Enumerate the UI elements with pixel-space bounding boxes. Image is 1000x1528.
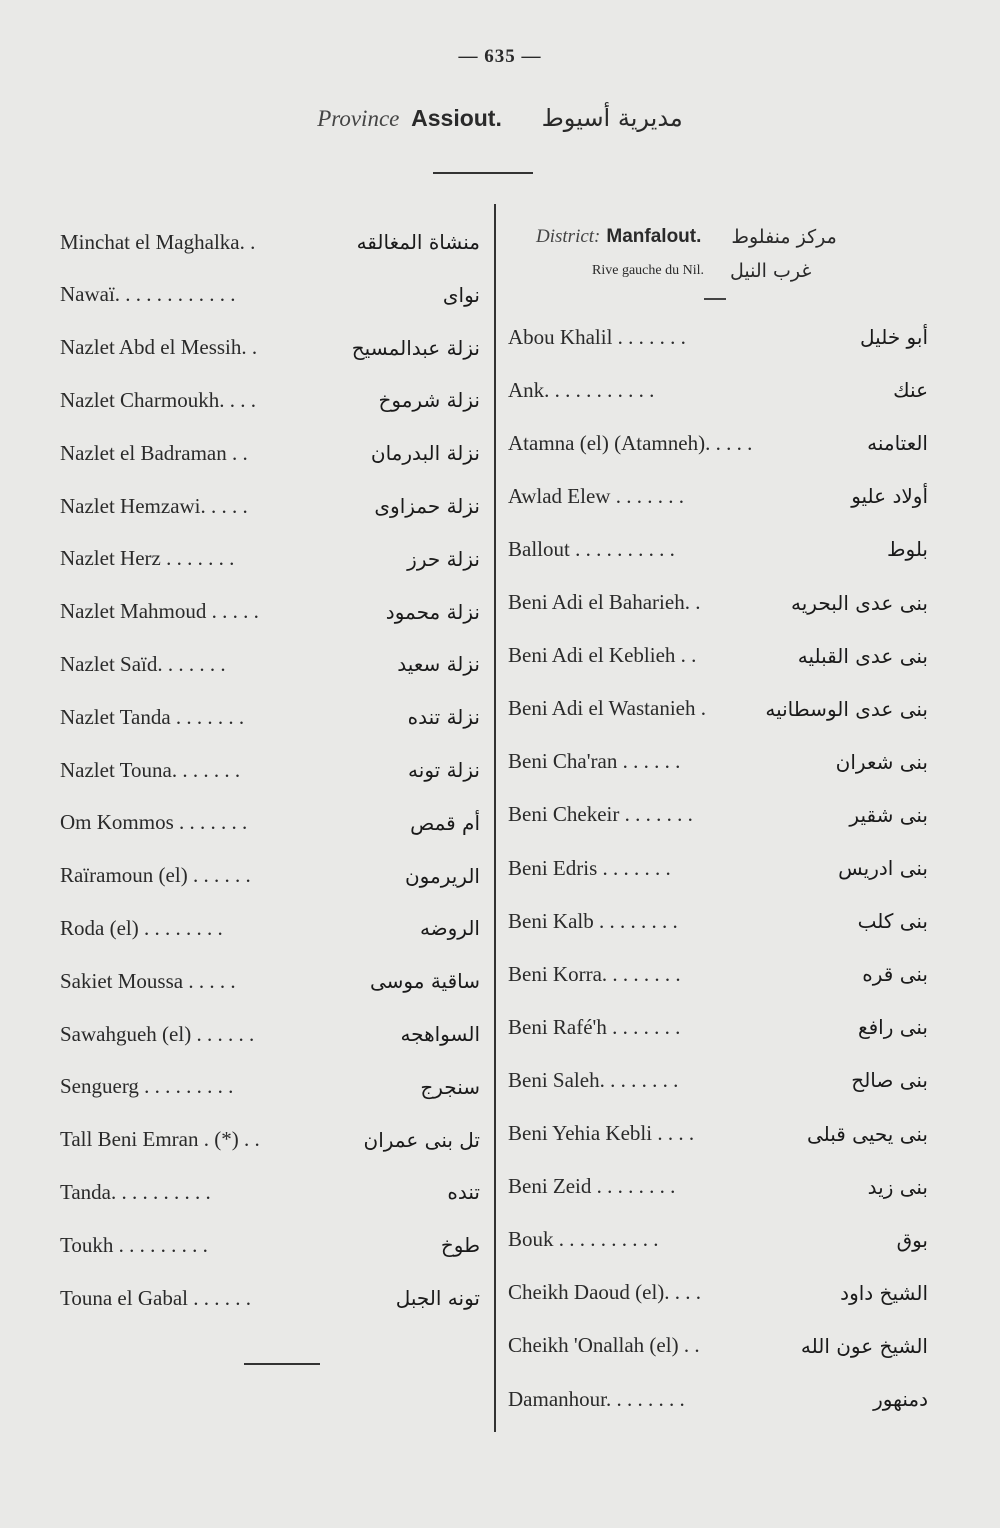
list-item xyxy=(60,961,480,1001)
list-item xyxy=(508,583,928,623)
place-name-arabic: نزلة تنده xyxy=(407,705,480,730)
place-name-arabic: سنجرج xyxy=(420,1074,480,1099)
list-item xyxy=(60,380,480,420)
place-name-latin: Nazlet Charmoukh. . . . xyxy=(60,387,256,412)
list-item xyxy=(60,592,480,632)
list-item xyxy=(60,1120,480,1160)
place-name-latin: Nazlet Abd el Messih. . xyxy=(60,335,258,360)
place-name-arabic: تنده xyxy=(447,1180,480,1205)
title-divider xyxy=(433,172,533,174)
place-name-latin: Nazlet Herz . . . . . . . xyxy=(60,546,235,571)
list-item xyxy=(508,1060,928,1100)
list-item xyxy=(60,644,480,684)
place-name-arabic: بوق xyxy=(896,1227,928,1252)
title-label: Province xyxy=(317,106,400,131)
list-item xyxy=(60,1172,480,1212)
place-name-arabic: الريرمون xyxy=(404,863,480,888)
list-item xyxy=(508,423,928,463)
list-item xyxy=(60,539,480,579)
place-name-arabic: بنى شقير xyxy=(849,802,928,827)
place-name-arabic: بنى زيد xyxy=(867,1174,928,1199)
place-name-arabic: أولاد عليو xyxy=(851,484,928,509)
place-name-latin: Roda (el) . . . . . . . . xyxy=(60,915,223,940)
page-title xyxy=(0,104,1000,132)
list-item xyxy=(60,908,480,948)
list-item xyxy=(508,1220,928,1260)
list-item xyxy=(60,856,480,896)
place-name-arabic: بنى قره xyxy=(862,962,928,987)
district-arabic: مركز منفلوط xyxy=(731,226,837,248)
list-item xyxy=(508,901,928,941)
column-divider xyxy=(494,204,496,1432)
place-name-latin: Atamna (el) (Atamneh). . . . . xyxy=(508,430,753,455)
list-item xyxy=(508,476,928,516)
place-name-arabic: بلوط xyxy=(886,537,928,562)
list-item xyxy=(60,1014,480,1054)
place-name-arabic: أبو خليل xyxy=(860,325,928,349)
place-name-latin: Bouk . . . . . . . . . . xyxy=(508,1227,659,1252)
list-item xyxy=(508,370,928,410)
place-name-arabic: نزلة البدرمان xyxy=(370,441,480,466)
place-name-arabic: الشيخ داود xyxy=(840,1280,928,1305)
district-label: District: xyxy=(536,226,601,247)
bank-arabic: غرب النيل xyxy=(729,260,812,282)
place-name-latin: Beni Rafé'h . . . . . . . xyxy=(508,1014,681,1039)
place-name-latin: Minchat el Maghalka. . xyxy=(60,229,256,254)
place-name-latin: Beni Kalb . . . . . . . . xyxy=(508,908,678,933)
place-name-arabic: طوخ xyxy=(440,1233,480,1258)
list-item xyxy=(508,848,928,888)
place-name-latin: Nazlet Hemzawi. . . . . xyxy=(60,493,248,518)
place-name-arabic: العتامنه xyxy=(867,431,928,456)
list-item xyxy=(60,750,480,790)
place-name-latin: Touna el Gabal . . . . . . xyxy=(60,1285,251,1310)
place-name-arabic: تونه الجبل xyxy=(395,1286,480,1310)
place-name-arabic: بنى شعران xyxy=(835,749,928,774)
bank-divider xyxy=(704,298,726,300)
place-name-arabic: السواهجه xyxy=(400,1022,480,1046)
place-name-arabic: نزلة عبدالمسيح xyxy=(351,335,480,360)
list-item xyxy=(508,1167,928,1207)
place-name-latin: Abou Khalil . . . . . . . xyxy=(508,324,686,349)
place-name-latin: Nazlet Mahmoud . . . . . xyxy=(60,599,259,624)
place-name-arabic: نزلة حرز xyxy=(407,546,480,571)
list-item xyxy=(508,1379,928,1419)
bank-label: Rive gauche du Nil. xyxy=(592,263,704,278)
place-name-latin: Beni Edris . . . . . . . xyxy=(508,855,671,880)
place-name-latin: Cheikh Daoud (el). . . . xyxy=(508,1280,702,1305)
page-number: — 635 — xyxy=(458,46,542,67)
place-name-latin: Toukh . . . . . . . . . xyxy=(60,1232,208,1257)
list-item xyxy=(508,636,928,676)
list-item xyxy=(508,1273,928,1313)
list-item xyxy=(60,697,480,737)
place-name-arabic: بنى عدى الوسطانيه xyxy=(765,696,928,721)
place-name-arabic: نزلة محمود xyxy=(385,599,480,624)
list-item xyxy=(60,433,480,473)
place-name-latin: Nazlet Touna. . . . . . . xyxy=(60,757,241,782)
end-divider xyxy=(244,1363,320,1365)
list-item xyxy=(508,795,928,835)
list-item xyxy=(508,1007,928,1047)
bank-heading xyxy=(592,258,912,284)
place-name-latin: Beni Yehia Kebli . . . . xyxy=(508,1121,695,1145)
list-item xyxy=(508,317,928,357)
list-item xyxy=(60,275,480,315)
place-name-latin: Damanhour. . . . . . . . xyxy=(508,1386,685,1411)
place-name-arabic: بنى كلب xyxy=(857,909,928,934)
list-item xyxy=(508,1326,928,1366)
place-name-arabic: بنى رافع xyxy=(857,1015,928,1040)
place-name-arabic: نزلة حمزاوى xyxy=(374,494,480,518)
place-name-arabic: منشاة المغالقه xyxy=(356,230,480,254)
place-name-latin: Tall Beni Emran . (*) . . xyxy=(60,1127,260,1152)
place-name-latin: Cheikh 'Onallah (el) . . xyxy=(508,1333,700,1358)
place-name-latin: Nazlet el Badraman . . xyxy=(60,440,248,465)
place-name-latin: Beni Chekeir . . . . . . . xyxy=(508,802,693,827)
place-name-arabic: نواى xyxy=(442,282,480,307)
list-item xyxy=(60,1067,480,1107)
place-name-arabic: بنى ادريس xyxy=(838,856,928,880)
list-item xyxy=(60,803,480,843)
place-name-arabic: بنى عدى القبليه xyxy=(797,643,928,668)
place-name-latin: Sakiet Moussa . . . . . xyxy=(60,968,236,993)
place-name-arabic: دمنهور xyxy=(873,1387,928,1411)
place-name-latin: Beni Zeid . . . . . . . . xyxy=(508,1174,676,1199)
district-name: Manfalout. xyxy=(606,226,702,247)
place-name-latin: Ank. . . . . . . . . . . xyxy=(508,377,655,402)
place-name-latin: Om Kommos . . . . . . . xyxy=(60,810,248,835)
place-name-latin: Beni Adi el Keblieh . . xyxy=(508,643,697,668)
place-name-arabic: نزلة شرموخ xyxy=(378,388,480,413)
place-name-latin: Beni Adi el Baharieh. . xyxy=(508,590,701,614)
place-name-latin: Beni Adi el Wastanieh . xyxy=(508,696,706,721)
place-name-latin: Beni Korra. . . . . . . . xyxy=(508,961,681,986)
place-name-latin: Beni Saleh. . . . . . . . xyxy=(508,1067,679,1092)
place-name-latin: Nawaï. . . . . . . . . . . . xyxy=(60,282,236,307)
list-item xyxy=(60,1278,480,1318)
list-item xyxy=(60,486,480,526)
place-name-latin: Tanda. . . . . . . . . . xyxy=(60,1179,211,1204)
list-item xyxy=(508,954,928,994)
place-name-arabic: عنك xyxy=(893,378,928,403)
place-name-latin: Nazlet Saïd. . . . . . . xyxy=(60,651,226,676)
list-item xyxy=(60,1225,480,1265)
place-name-arabic: أم قمص xyxy=(410,810,480,835)
list-item xyxy=(60,328,480,368)
list-item xyxy=(508,529,928,569)
title-name: Assiout. xyxy=(411,105,502,131)
title-arabic: مديرية أسيوط xyxy=(541,104,683,132)
place-name-latin: Ballout . . . . . . . . . . xyxy=(508,536,675,561)
place-name-latin: Raïramoun (el) . . . . . . xyxy=(60,863,251,888)
place-name-latin: Nazlet Tanda . . . . . . . xyxy=(60,704,245,729)
district-heading xyxy=(536,222,936,252)
place-name-arabic: الشيخ عون الله xyxy=(800,1333,928,1358)
place-name-arabic: نزلة سعيد xyxy=(397,652,480,677)
list-item xyxy=(508,742,928,782)
place-name-arabic: ساقية موسى xyxy=(370,969,480,994)
place-name-arabic: بنى يحيى قبلى xyxy=(806,1121,928,1146)
list-item xyxy=(60,222,480,262)
place-name-latin: Beni Cha'ran . . . . . . xyxy=(508,749,681,774)
place-name-arabic: الروضه xyxy=(419,916,480,941)
place-name-arabic: نزلة تونه xyxy=(408,758,480,782)
place-name-latin: Sawahgueh (el) . . . . . . xyxy=(60,1021,255,1046)
place-name-arabic: بنى عدى البحريه xyxy=(791,590,928,615)
list-item xyxy=(508,689,928,729)
place-name-latin: Awlad Elew . . . . . . . xyxy=(508,483,684,508)
place-name-arabic: تل بنى عمران xyxy=(363,1127,480,1152)
place-name-arabic: بنى صالح xyxy=(851,1068,928,1093)
list-item xyxy=(508,1114,928,1154)
place-name-latin: Senguerg . . . . . . . . . xyxy=(60,1074,234,1099)
